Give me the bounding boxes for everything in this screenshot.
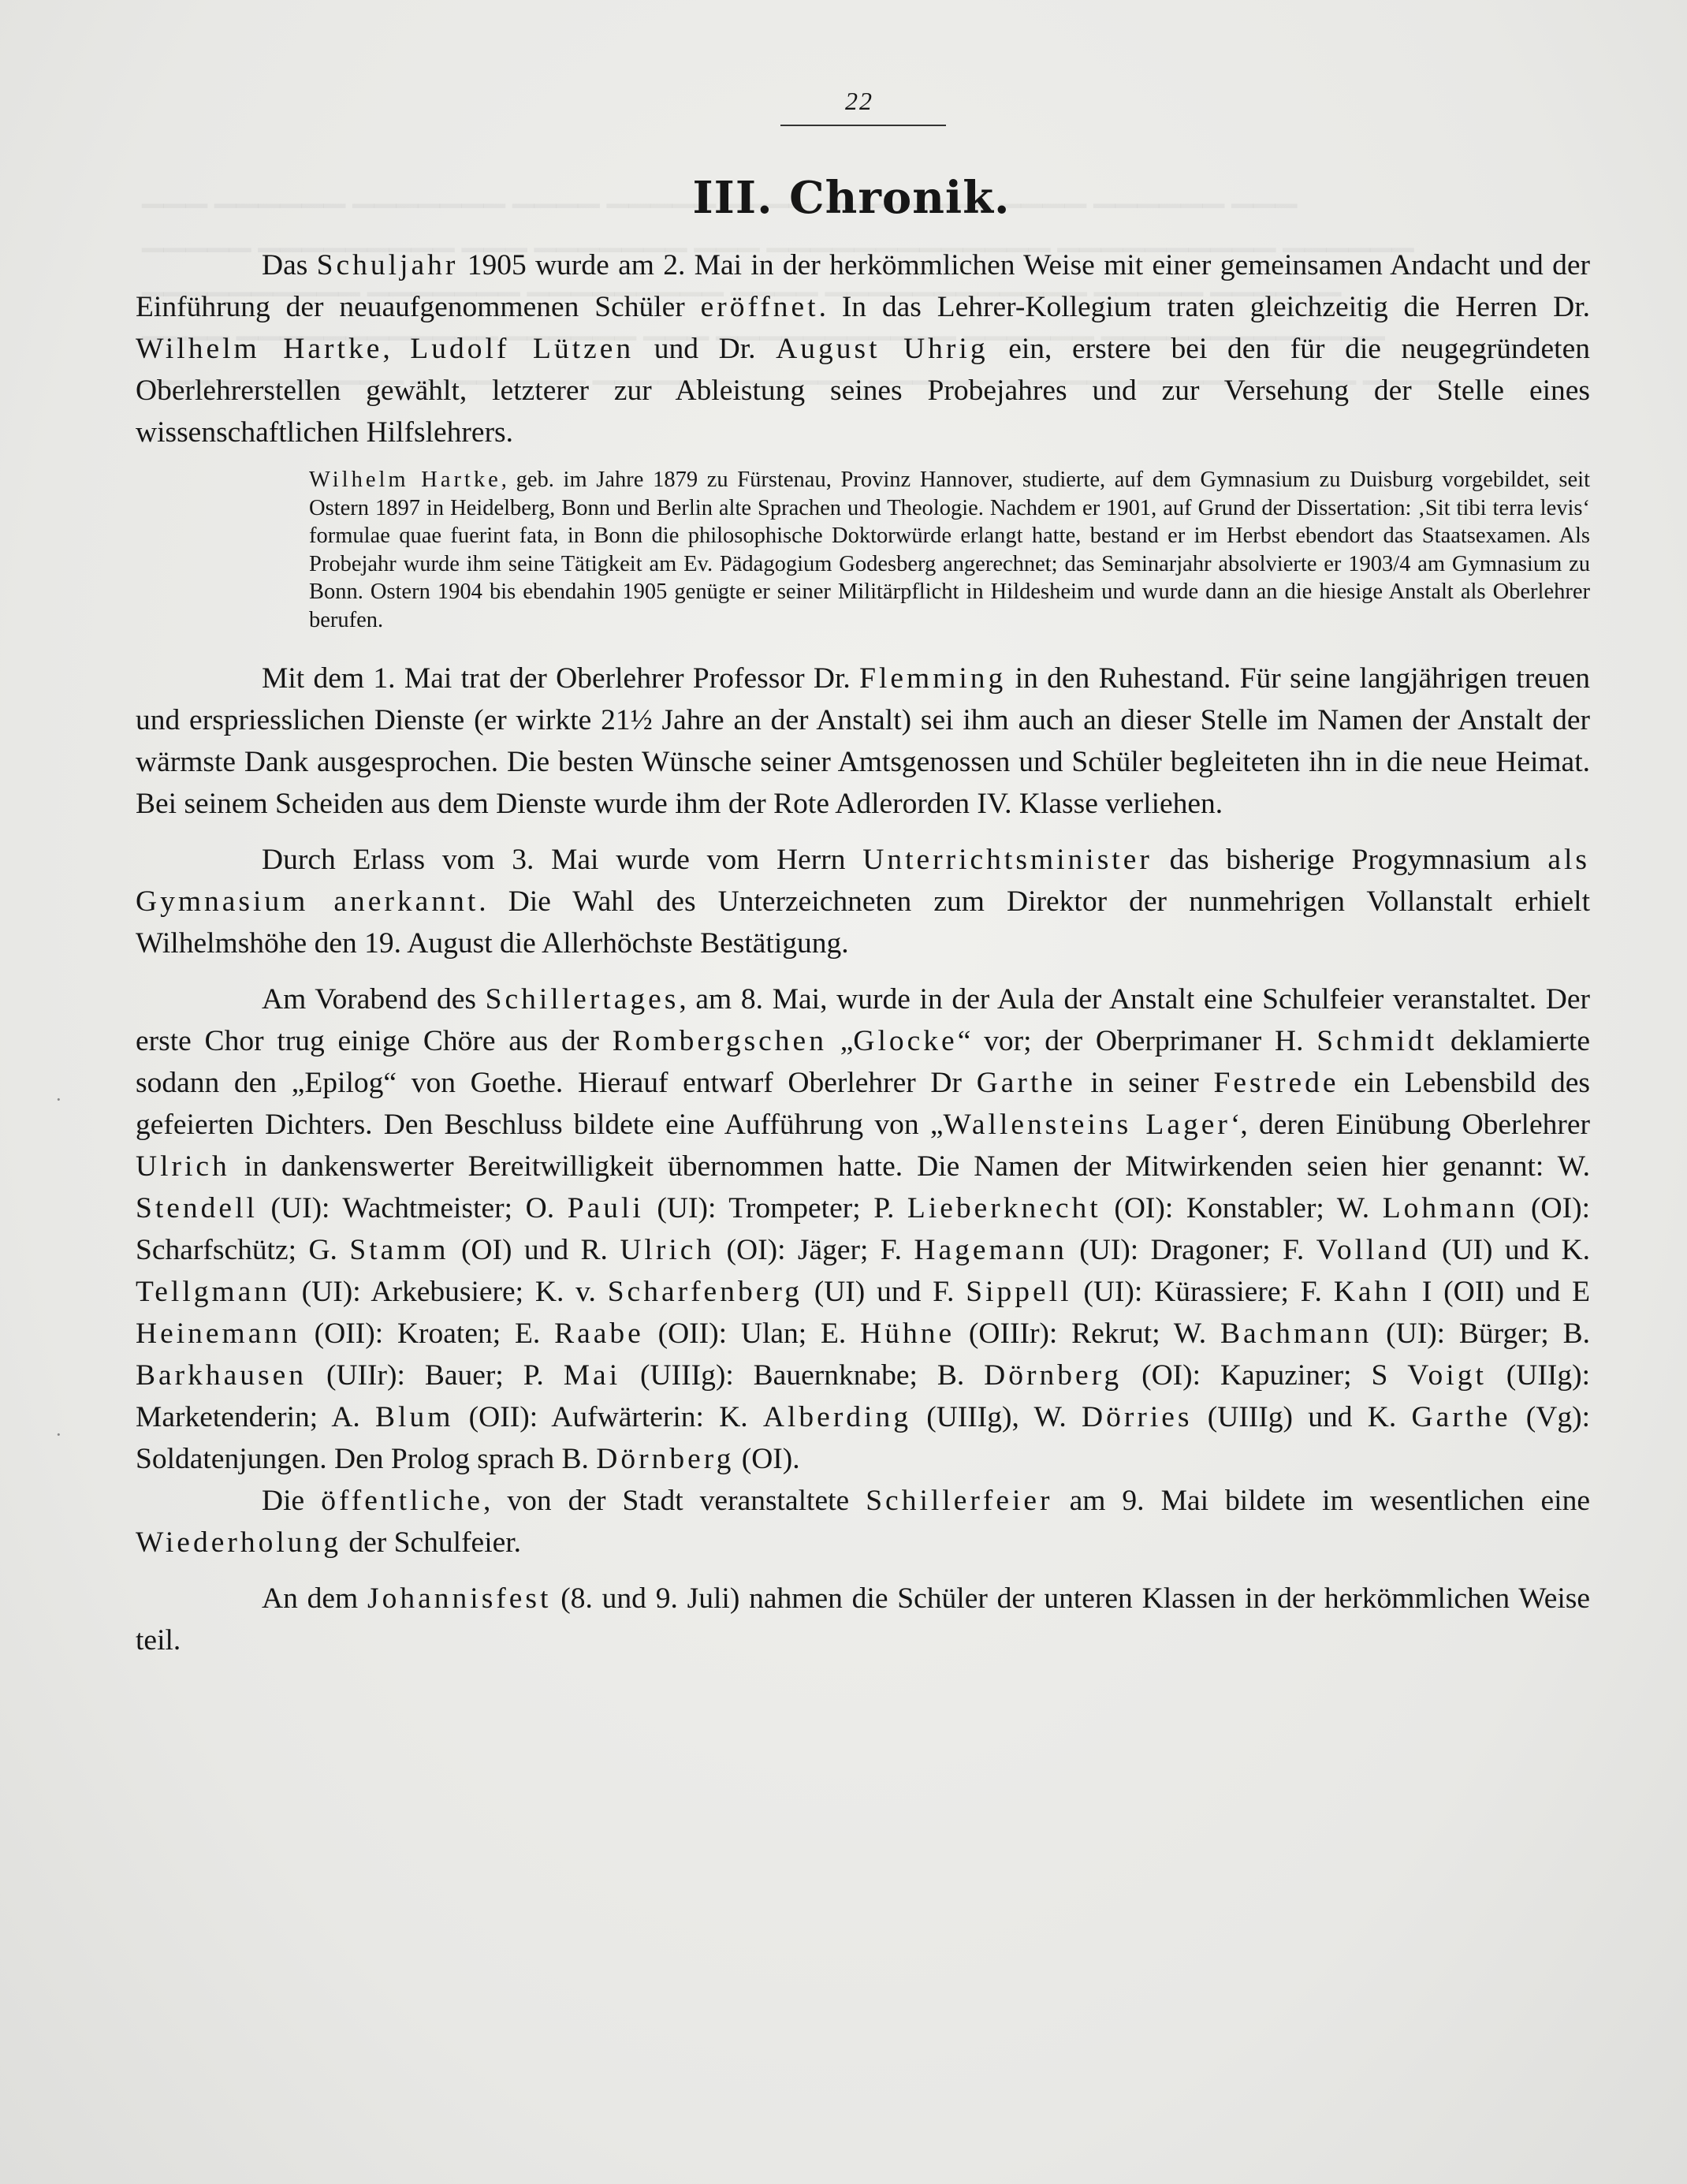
section-title: III. Chronik. bbox=[692, 172, 1011, 224]
footnote-hartke-biography: Wilhelm Hartke, geb. im Jahre 1879 zu Fürstenau, Provinz Hannover, studierte, auf dem Gymnasium zu Duisburg vorgebildet, seit Ostern 1897 in Heidelberg, Bonn und Berlin alte Sprachen und Theologie. Nachdem er 1901, auf Grund der Dissertation: ‚Sit tibi terra levis‘ formulae quae fuerint fata, in Bonn die philosophische Doktorwürde erlangt hatte, bestand er im Herbst ebendort das Staatsexamen. Als Probejahr wurde ihm seine Tätigkeit am Ev. Pädagogium Godesberg angerechnet; das Seminarjahr absolvierte er 1903/4 am Gymnasium zu Bonn. Ostern 1904 bis ebendahin 1905 genügte er seiner Militärpflicht in Hildesheim und wurde dann an die hiesige Anstalt als Oberlehrer berufen. bbox=[309, 468, 1590, 632]
paragraph-schiller-day: Am Vorabend des Schillertages, am 8. Mai, wurde in der Aula der Anstalt eine Schulfeier veranstaltet. Der erste Chor trug einige Chöre aus der Rombergschen „Glocke“ vor; der Oberprimaner H. Schmidt deklamierte sodann den „Epilog“ von Goethe. Hierauf entwarf Oberlehrer Dr Garthe in seiner Festrede ein Lebensbild des gefeierten Dichters. Den Beschluss bildete eine Aufführung von „Wallensteins Lager‘, deren Einübung Oberlehrer Ulrich in dankenswerter Bereitwilligkeit übernommen hatte. Die Namen der Mitwirkenden seien hier genannt: W. Stendell (UI): Wachtmeister; O. Pauli (UI): Trompeter; P. Lieberknecht (OI): Konstabler; W. Lohmann (OI): Scharfschütz; G. Stamm (OI) und R. Ulrich (OI): Jäger; F. Hagemann (UI): Dragoner; F. Volland (UI) und K. Tellgmann (UI): Arkebusiere; K. v. Scharfenberg (UI) und F. Sippell (UI): Kürassiere; F. Kahn I (OII) und E Heinemann (OII): Kroaten; E. Raabe (OII): Ulan; E. Hühne (OIIIr): Rekrut; W. Bachmann (UI): Bürger; B. Barkhausen (UIIr): Bauer; P. Mai (UIIIg): Bauernknabe; B. Dörnberg (OI): Kapuziner; S Voigt (UIIg): Marketenderin; A. Blum (OII): Aufwärterin: K. Alberding (UIIIg), W. Dörries (UIIIg) und K. Garthe (Vg): Soldatenjungen. Den Prolog sprach B. Dörnberg (OI). bbox=[136, 983, 1591, 1475]
scan-speck: · bbox=[55, 1088, 62, 1111]
page-number: 22 bbox=[845, 87, 873, 115]
page-number-rule bbox=[780, 125, 946, 126]
paragraph-gymnasium-recognition: Durch Erlass vom 3. Mai wurde vom Herrn Unterrichtsminister das bisherige Progymnasium als Gymnasium anerkannt. Die Wahl des Unterzeichneten zum Direktor der nunmehrigen Vollanstalt erhielt Wilhelmshöhe den 19. August die Allerhöchste Bestätigung. bbox=[136, 844, 1590, 960]
scan-speck: · bbox=[55, 1423, 62, 1446]
paragraph-public-schiller-celebration: Die öffentliche, von der Stadt veranstaltete Schillerfeier am 9. Mai bildete im wesentlichen eine Wiederholung der Schulfeier. bbox=[136, 1485, 1590, 1559]
paragraph-flemming-retirement: Mit dem 1. Mai trat der Oberlehrer Professor Dr. Flemming in den Ruhestand. Für seine langjährigen treuen und erspriesslichen Dienste (er wirkte 21½ Jahre an der Anstalt) sei ihm auch an dieser Stelle im Namen der Anstalt der wärmste Dank ausgesprochen. Die besten Wünsche seiner Amtsgenossen und Schüler begleiteten ihn in die neue Heimat. Bei seinem Scheiden aus dem Dienste wurde ihm der Rote Adlerorden IV. Klasse verliehen. bbox=[136, 662, 1590, 820]
paragraph-school-year: Das Schuljahr 1905 wurde am 2. Mai in der herkömmlichen Weise mit einer gemeinsamen Andacht und der Einführung der neuaufgenommenen Schüler eröffnet. In das Lehrer-Kollegium traten gleichzeitig die Herren Dr. Wilhelm Hartke, Ludolf Lützen und Dr. August Uhrig ein, erstere bei den für die neugegründeten Oberlehrerstellen gewählt, letzterer zur Ableistung seines Probejahres und zur Versehung der Stelle eines wissenschaftlichen Hilfslehrers. bbox=[136, 249, 1590, 449]
paragraph-johannisfest: An dem Johannisfest (8. und 9. Juli) nahmen die Schüler der unteren Klassen in der herkömmlichen Weise teil. bbox=[136, 1582, 1590, 1657]
chronicle-body bbox=[136, 244, 1590, 1661]
